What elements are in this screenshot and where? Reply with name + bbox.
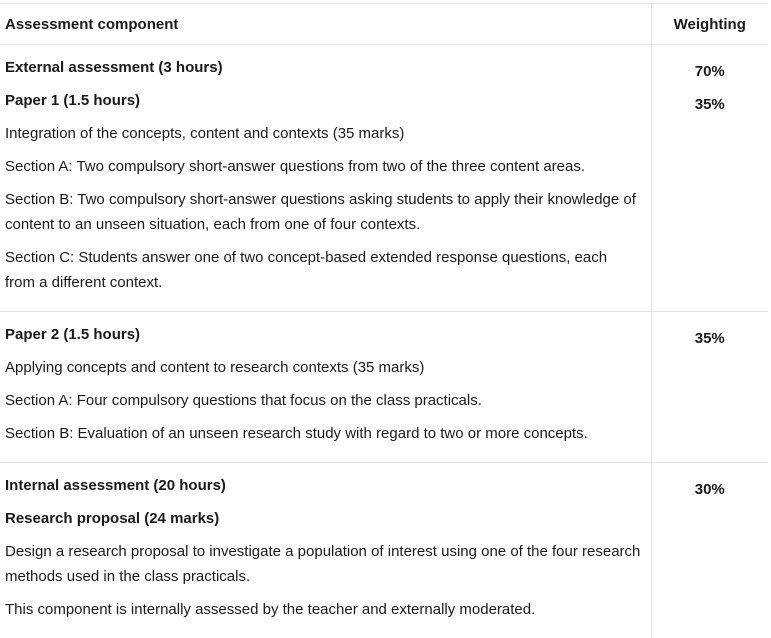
weighting-value: 35% [652,88,769,121]
weighting-cell [651,463,768,638]
table-row [0,463,768,638]
table-row [0,312,768,463]
component-heading: Paper 1 (1.5 hours) [5,88,641,121]
table-body [0,45,768,638]
component-heading: Internal assessment (20 hours) [5,473,641,506]
component-description: Section A: Four compulsory questions that focus on the class practicals. [5,388,641,421]
component-description: Integration of the concepts, content and contexts (35 marks) [5,121,641,154]
weighting-cell [651,312,768,463]
component-description: This component is internally assessed by the teacher and externally moderated. [5,597,641,630]
component-description: Section B: Evaluation of an unseen research study with regard to two or more concepts. [5,421,641,454]
component-description: Section C: Students answer one of two concept-based extended response questions, each from a different context. [5,245,641,303]
table-header-row [0,4,768,45]
weighting-value: 35% [652,322,769,355]
component-description: Applying concepts and content to research contexts (35 marks) [5,355,641,388]
assessment-component-cell [0,463,651,638]
assessment-component-cell [0,45,651,312]
assessment-component-cell [0,312,651,463]
component-heading: Paper 2 (1.5 hours) [5,322,641,355]
weighting-value: 30% [652,473,769,506]
component-heading: External assessment (3 hours) [5,55,641,88]
weighting-value: 70% [652,55,769,88]
component-description: Section A: Two compulsory short-answer questions from two of the three content areas. [5,154,641,187]
table-row [0,45,768,312]
assessment-table [0,3,768,638]
weighting-cell [651,45,768,312]
component-description: Section B: Two compulsory short-answer questions asking students to apply their knowledge of content to an unseen situation, each from one of four contexts. [5,187,641,245]
component-description: Design a research proposal to investigate a population of interest using one of the four research methods used in the class practicals. [5,539,641,597]
component-heading: Research proposal (24 marks) [5,506,641,539]
header-weighting: Weighting [651,4,768,45]
header-assessment-component: Assessment component [0,4,651,45]
